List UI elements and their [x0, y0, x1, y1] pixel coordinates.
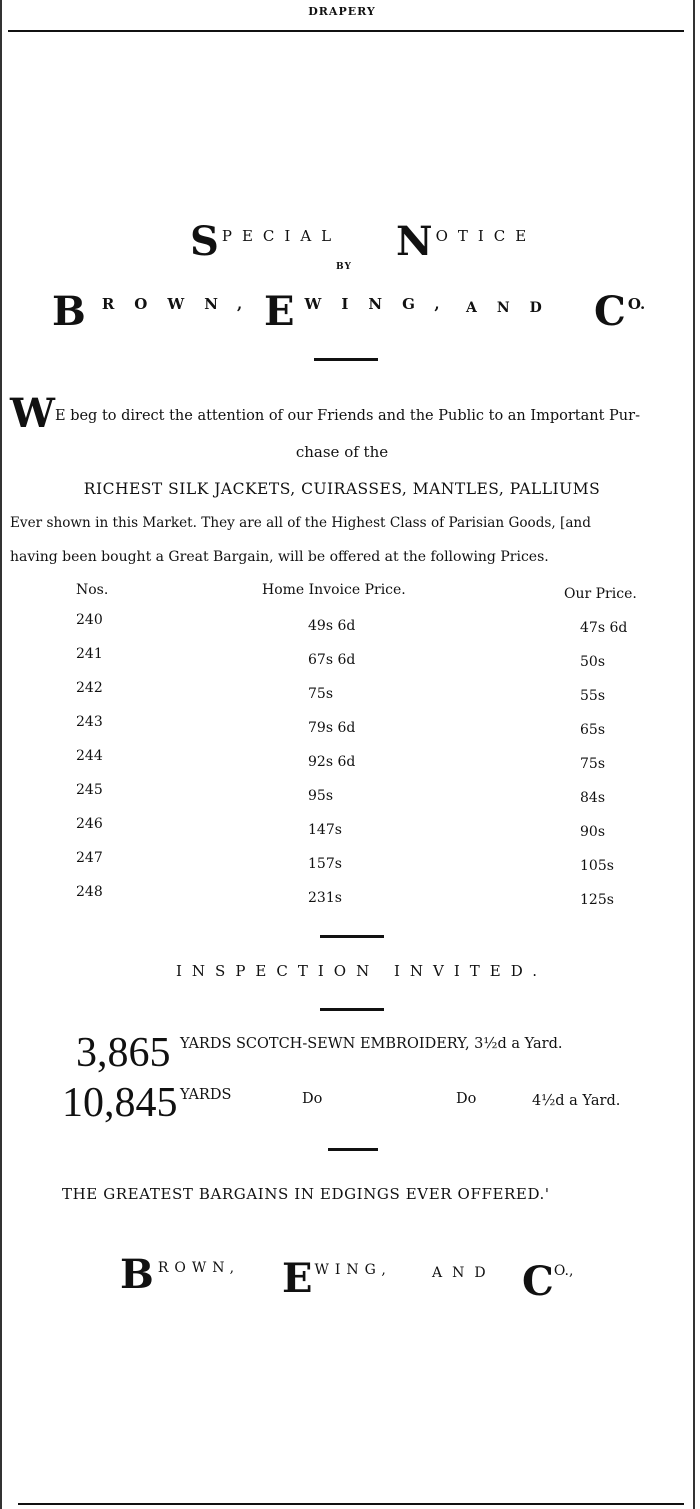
- row-our-price: 90s: [580, 824, 605, 840]
- title-by: BY: [336, 262, 352, 272]
- firm-initial-e: E: [264, 288, 295, 335]
- intro-line-1: E beg to direct the attention of our Friends and the Public to an Important Pur-: [55, 408, 640, 424]
- row-number: 244: [76, 748, 103, 764]
- left-border: [0, 0, 2, 1509]
- row-number: 240: [76, 612, 103, 628]
- divider-4: [328, 1148, 378, 1151]
- col-head-home-invoice: Home Invoice Price.: [262, 582, 406, 598]
- firm-rest-co: O.: [627, 295, 646, 313]
- sig-initial-e: E: [282, 1255, 313, 1302]
- embroidery-qty-2: 10,845: [62, 1080, 178, 1126]
- intro-line-4: having been bought a Great Bargain, will be offered at the following Prices.: [10, 549, 549, 565]
- row-number: 245: [76, 782, 103, 798]
- firm-ewing: [264, 288, 460, 335]
- bargains-line: THE GREATEST BARGAINS IN EDGINGS EVER OFFERED.': [62, 1185, 550, 1203]
- sig-initial-b: B: [120, 1251, 154, 1298]
- row-our-price: 125s: [580, 892, 614, 908]
- row-our-price: 50s: [580, 654, 605, 670]
- embroidery-ditto-2: Do: [456, 1091, 477, 1107]
- divider-3: [320, 1008, 384, 1011]
- signature-brown: [120, 1251, 241, 1298]
- row-number: 247: [76, 850, 103, 866]
- signature-and: AND: [432, 1265, 496, 1281]
- header-rule: [8, 30, 684, 32]
- row-home-invoice-price: 67s 6d: [308, 652, 356, 668]
- sig-rest-co: O.,: [553, 1263, 574, 1279]
- row-our-price: 84s: [580, 790, 605, 806]
- firm-co: [594, 288, 646, 335]
- embroidery-unit-2: YARDS: [180, 1087, 232, 1103]
- right-border: [693, 0, 695, 1509]
- row-our-price: 47s 6d: [580, 620, 628, 636]
- footer-rule: [18, 1503, 684, 1505]
- row-number: 242: [76, 680, 103, 696]
- row-home-invoice-price: 79s 6d: [308, 720, 356, 736]
- col-head-our-price: Our Price.: [564, 586, 637, 602]
- row-our-price: 105s: [580, 858, 614, 874]
- embroidery-price-2: 4½d a Yard.: [532, 1093, 621, 1109]
- col-head-nos: Nos.: [76, 582, 109, 598]
- divider-2: [320, 935, 384, 938]
- row-home-invoice-price: 95s: [308, 788, 333, 804]
- title-rest-otice: OTICE: [435, 227, 537, 245]
- row-our-price: 55s: [580, 688, 605, 704]
- signature-co: [522, 1258, 574, 1305]
- row-number: 241: [76, 646, 103, 662]
- row-home-invoice-price: 49s 6d: [308, 618, 356, 634]
- firm-and: AND: [466, 300, 562, 316]
- inspection-invited: INSPECTION INVITED.: [176, 962, 547, 980]
- row-our-price: 65s: [580, 722, 605, 738]
- embroidery-text-1: YARDS SCOTCH-SEWN EMBROIDERY, 3½d a Yard.: [180, 1036, 563, 1052]
- row-home-invoice-price: 92s 6d: [308, 754, 356, 770]
- intro-line-2: chase of the: [295, 443, 389, 461]
- sig-rest-ewing: WING,: [314, 1262, 392, 1278]
- firm-initial-b: B: [52, 288, 86, 335]
- row-number: 246: [76, 816, 103, 832]
- row-home-invoice-price: 147s: [308, 822, 342, 838]
- embroidery-ditto-1: Do: [302, 1091, 323, 1107]
- row-our-price: 75s: [580, 756, 605, 772]
- intro-headline: RICHEST SILK JACKETS, CUIRASSES, MANTLES, PALLIUMS: [83, 480, 601, 498]
- sig-rest-brown: ROWN,: [157, 1260, 241, 1276]
- firm-rest-ewing: WING,: [304, 295, 460, 313]
- embroidery-qty-1: 3,865: [76, 1030, 171, 1076]
- row-home-invoice-price: 75s: [308, 686, 333, 702]
- row-home-invoice-price: 157s: [308, 856, 342, 872]
- title-special: [190, 218, 342, 265]
- intro-drop-cap: W: [10, 390, 55, 437]
- row-number: 248: [76, 884, 103, 900]
- title-initial-s: S: [190, 218, 219, 265]
- firm-brown: [52, 288, 263, 335]
- signature-ewing: [282, 1255, 392, 1302]
- title-rest-pecial: PECIAL: [221, 227, 342, 245]
- row-number: 243: [76, 714, 103, 730]
- title-initial-n: N: [396, 218, 433, 265]
- divider-1: [314, 358, 378, 361]
- section-header: DRAPERY: [308, 5, 376, 18]
- firm-rest-brown: ROWN,: [101, 295, 263, 313]
- sig-initial-c: C: [522, 1258, 554, 1305]
- title-notice: [396, 218, 537, 265]
- row-home-invoice-price: 231s: [308, 890, 342, 906]
- intro-line-3: Ever shown in this Market. They are all of the Highest Class of Parisian Goods, [and: [10, 515, 591, 531]
- firm-initial-c: C: [594, 288, 626, 335]
